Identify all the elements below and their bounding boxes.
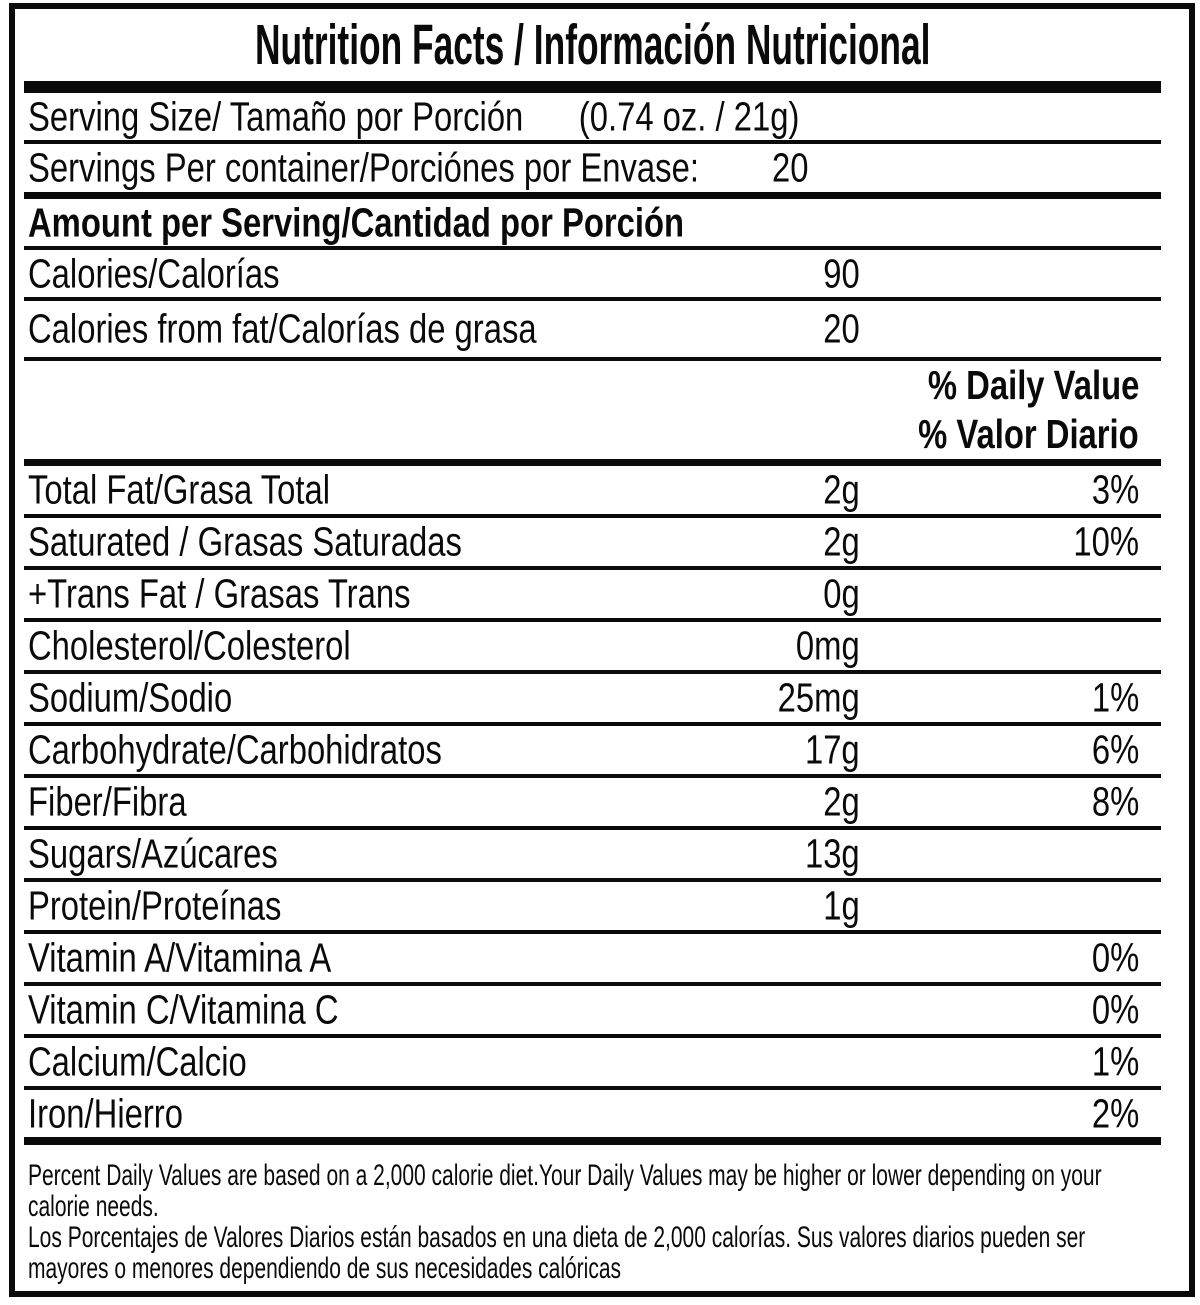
row-saturated-fat [24,518,1161,570]
daily-value-header-en: % Daily Value [927,362,1139,409]
row-vitamin-c [24,986,1161,1038]
footnote-text-block [28,1160,1158,1284]
footnote-spanish: Los Porcentajes de Valores Diarios están basados en una dieta de 2,000 calorías. Sus valores diarios pueden ser mayores o menores dependiendo de sus necesidades calóricas [28,1221,1086,1285]
nutrient-value: 2g [823,466,860,513]
nutrient-percent: 0% [1091,986,1139,1033]
nutrient-value: 17g [804,726,860,773]
nutrient-percent: 0% [1091,934,1139,981]
nutrient-value: 0mg [795,622,860,669]
row-servings-per-container [24,144,1161,199]
nutrient-label: Sugars/Azúcares [28,830,278,877]
row-trans-fat [24,570,1161,622]
servings-per-container-label: Servings Per container/Porciónes por Envase: [28,144,699,191]
daily-value-header-block [24,361,1161,466]
nutrient-label: Saturated / Grasas Saturadas [28,518,462,565]
row-protein [24,882,1161,934]
nutrient-percent: 8% [1091,778,1139,825]
nutrient-percent: 1% [1091,1038,1139,1085]
nutrient-label: Vitamin C/Vitamina C [28,986,339,1033]
row-sugars [24,830,1161,882]
nutrient-value: 13g [804,830,860,877]
row-iron [24,1090,1161,1145]
daily-value-header-es: % Valor Diario [918,410,1139,457]
nutrient-label: Calories/Calorías [28,250,280,296]
nutrient-value: 90 [823,250,860,296]
nutrient-label: Vitamin A/Vitamina A [28,934,332,981]
row-sodium [24,674,1161,726]
nutrient-label: Calcium/Calcio [28,1038,247,1085]
nutrient-percent: 2% [1091,1090,1139,1136]
nutrient-percent: 6% [1091,726,1139,773]
nutrient-percent: 1% [1091,674,1139,721]
row-amount-per-serving [24,199,1161,250]
row-calcium [24,1038,1161,1090]
title-divider-bar [24,81,1161,93]
nutrient-value: 25mg [777,674,860,721]
nutrient-label: Iron/Hierro [28,1090,183,1136]
row-serving-size [24,93,1161,144]
serving-size-value: (0.74 oz. / 21g) [578,93,800,139]
row-total-fat [24,466,1161,518]
row-cholesterol [24,622,1161,674]
footnote [24,1145,1161,1284]
nutrient-label: Carbohydrate/Carbohidratos [28,726,442,773]
nutrient-label: Fiber/Fibra [28,778,187,825]
nutrient-percent: 10% [1073,518,1139,565]
row-vitamin-a [24,934,1161,986]
row-calories-from-fat [24,301,1161,361]
nutrient-value: 20 [823,305,860,352]
row-carbohydrate [24,726,1161,778]
label-title-area [24,9,1161,81]
nutrient-label: Calories from fat/Calorías de grasa [28,305,537,352]
nutrient-value: 2g [823,778,860,825]
row-fiber [24,778,1161,830]
amount-per-serving-header: Amount per Serving/Cantidad por Porción [28,199,685,245]
row-calories [24,250,1161,301]
nutrient-value: 2g [823,518,860,565]
nutrient-value: 1g [823,882,860,929]
nutrient-label: Sodium/Sodio [28,674,233,721]
nutrient-label: Cholesterol/Colesterol [28,622,351,669]
label-content [24,9,1161,1284]
nutrition-label [9,3,1195,1297]
nutrient-percent: 3% [1091,466,1139,513]
footnote-english: Percent Daily Values are based on a 2,000 calorie diet.Your Daily Values may be higher or lower depending on your calorie needs. [28,1159,1102,1223]
nutrient-value: 0g [823,570,860,617]
nutrient-label: Total Fat/Grasa Total [28,466,331,513]
serving-size-label: Serving Size/ Tamaño por Porción [28,93,524,139]
nutrient-label: Protein/Proteínas [28,882,282,929]
nutrient-label: +Trans Fat / Grasas Trans [28,570,411,617]
servings-per-container-value: 20 [772,144,809,191]
label-title: Nutrition Facts / Información Nutricional [254,13,931,77]
